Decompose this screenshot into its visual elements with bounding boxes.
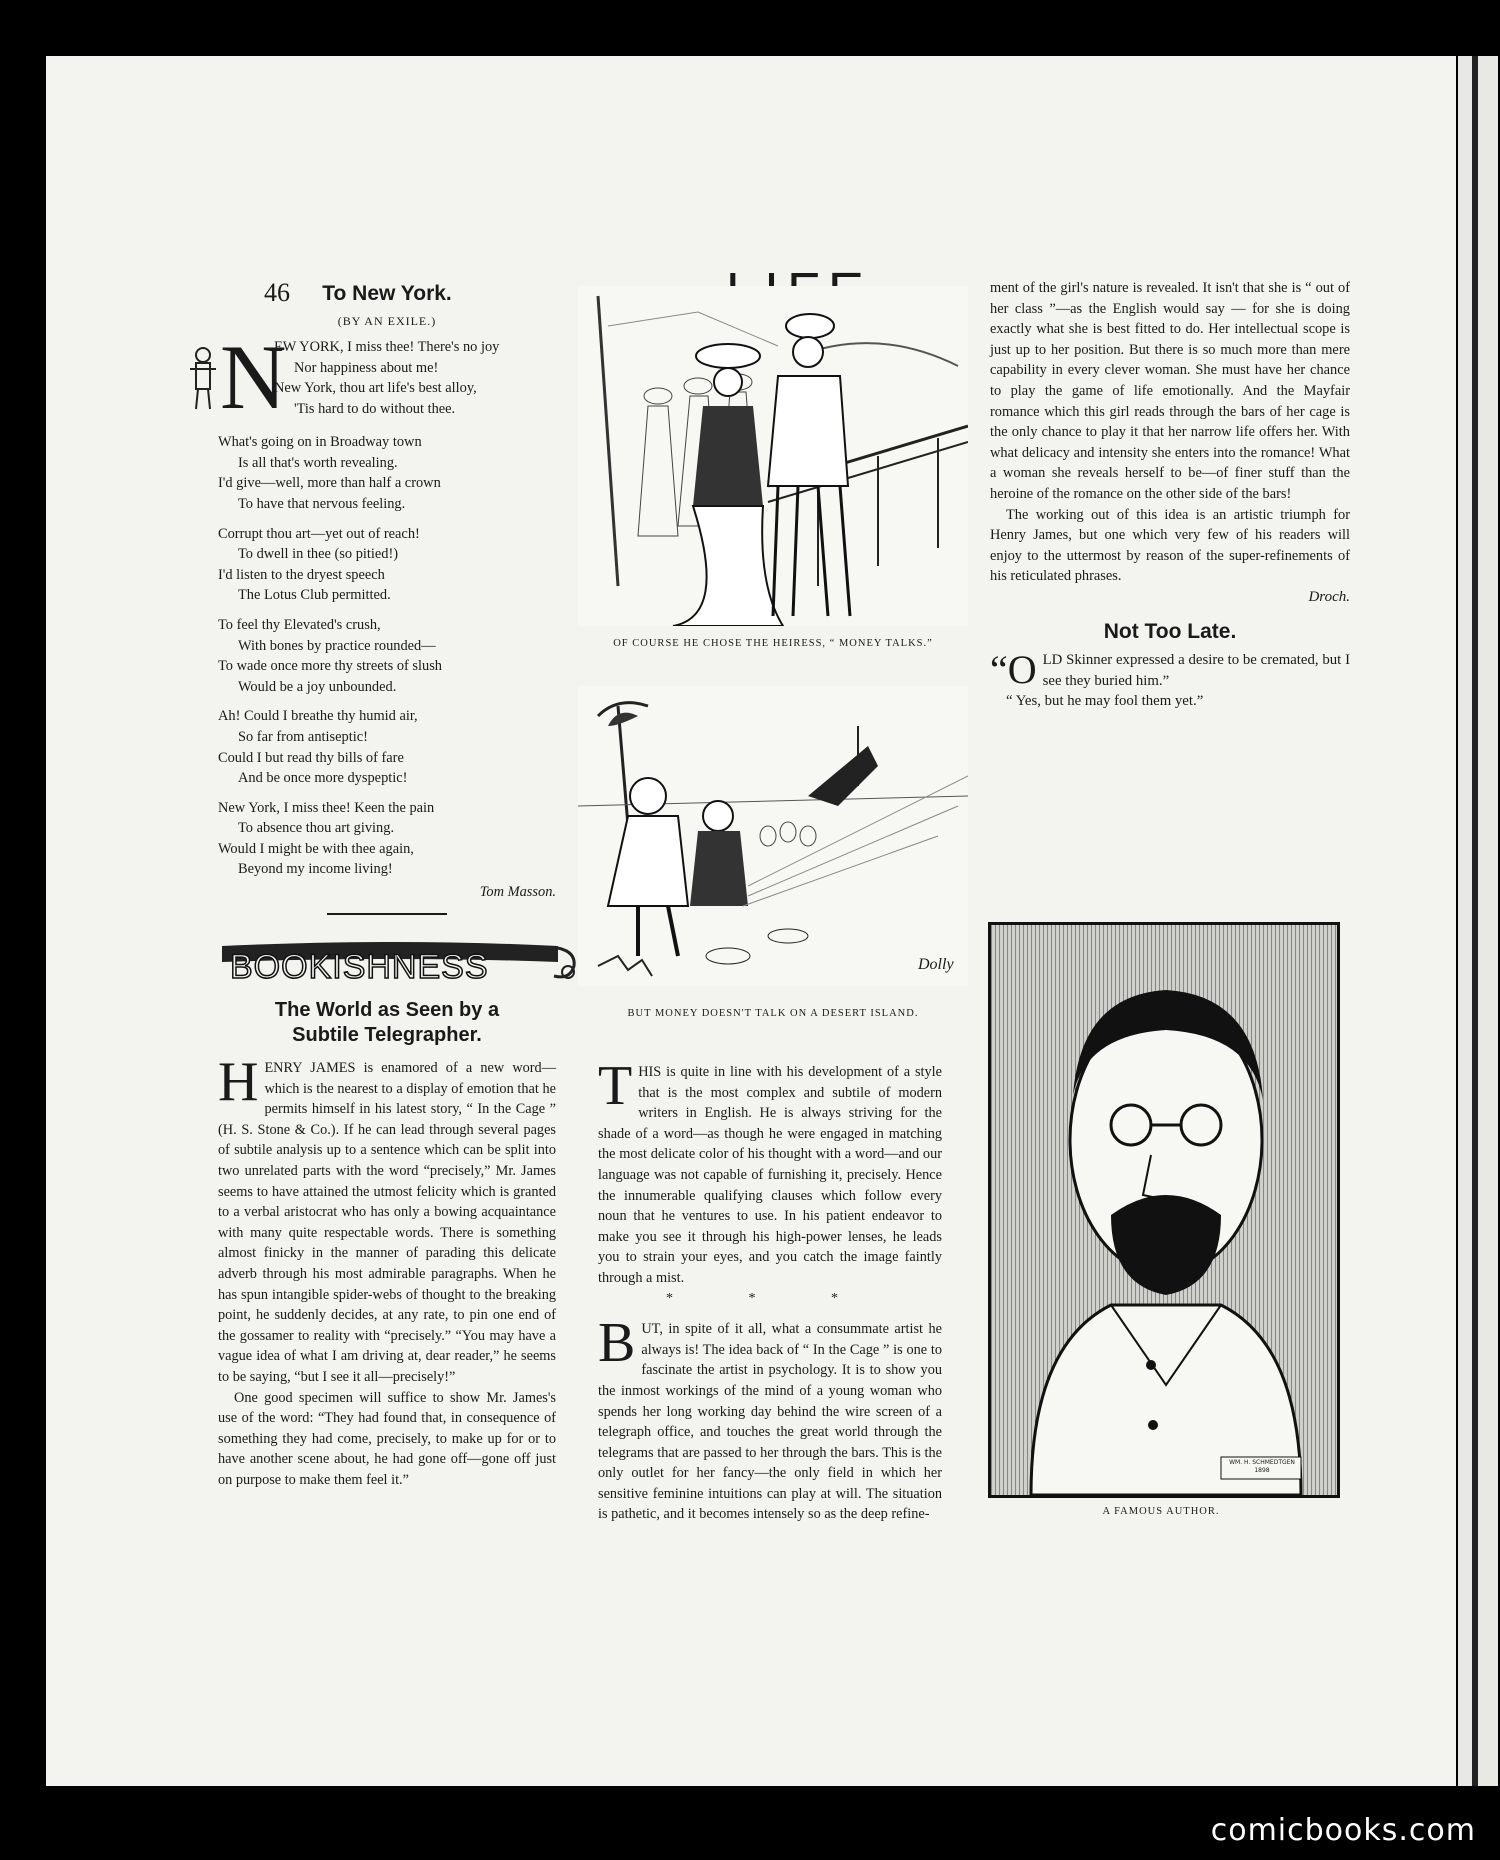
- poem-line: With bones by practice rounded—: [238, 637, 436, 654]
- not-too-late-dropcap: “O: [990, 647, 1037, 693]
- poem-stanza-4: [218, 615, 556, 697]
- portrait-artist-signature: WM. H. SCHMEDTGEN 1898: [1229, 1459, 1295, 1474]
- magazine-page: [46, 56, 1456, 1786]
- poem-stanza-6: [218, 798, 556, 880]
- poem-line: The Lotus Club permitted.: [238, 587, 391, 604]
- poem-line: I'd give—well, more than half a crown: [218, 475, 441, 492]
- not-too-late-title: Not Too Late.: [1103, 619, 1237, 643]
- poem-line: Would I might be with thee again,: [218, 840, 414, 857]
- poem-stanza-2: [218, 432, 556, 514]
- poem-line: Corrupt thou art—yet out of reach!: [218, 525, 420, 542]
- poem-line: I'd listen to the dryest speech: [218, 566, 385, 583]
- article-title-line-2: Subtile Telegrapher.: [292, 1024, 482, 1046]
- poem-line: EW YORK, I miss thee! There's no joy: [274, 339, 500, 356]
- poem-line: What's going on in Broadway town: [218, 434, 422, 451]
- poem-dropcap: N: [220, 326, 287, 429]
- cartoon-artist-signature: Dolly: [918, 956, 954, 973]
- not-too-late-paragraph-2: “ Yes, but he may fool them yet.”: [1006, 693, 1204, 710]
- article-title: [218, 998, 556, 1048]
- poem-line: Beyond my income living!: [238, 861, 393, 878]
- right-column-text: [990, 278, 1350, 712]
- article-paragraph-1-text: ENRY JAMES is enamored of a new word—which is the nearest to a display of emotion that he permits himself in his latest story, “ In the Cage ” (H. S. Stone & Co.). If he can lead through several pages of subtile analysis up to a sentence which can be split into two unrelated parts with the word “precisely,” Mr. James seems to have attained the utmost felicity which is granted to a verbal aristocrat who has only a bowing acquaintance with many quite respectable words. There is something almost finicky in the manner of parading this delicate adverb through his most admirable paragraphs. When he has spun intangible spider-webs of thought to the breaking point, he suddenly decides, at any rate, to pin one end of the gossamer to reality with “precisely.” “You may have a vague idea of what I am driving at, dear reader,” he seems to be saying, “but I see it all—precisely!”: [218, 1060, 556, 1385]
- middle-dropcap-1: T: [598, 1055, 633, 1117]
- middle-paragraph-1: [598, 1055, 942, 1289]
- right-paragraph-1: ment of the girl's nature is revealed. It isn't that she is “ out of her class ”—as the English would say — for she is doing exactly what she is best fitted to do. Her intellectual scope is just up to her position. But there is so much more than mere capability in every clever woman. She must have her chance to play the game of life emotionally. And the Mayfair romance which this girl reads through the bars of her cage is the only chance to play it that her narrow life offers her. With what delicacy and intensity she enters into the romance! What a woman she reveals herself to be—of finer stuff than the heroine of the romance on the other side of the bars!: [990, 280, 1350, 502]
- article-paragraph-2: One good specimen will suffice to show Mr. James's use of the word: “They had found that, in consequence of something they had come, precisely, to make up for or to have another scene about, he had gone off—gone off just on purpose to make them feel it.”: [218, 1389, 556, 1488]
- poem-line: Is all that's worth revealing.: [238, 454, 398, 471]
- not-too-late-paragraph-1: [990, 647, 1350, 693]
- adjacent-page-edge: [1458, 56, 1498, 1786]
- page-edge-line: [1472, 56, 1478, 1786]
- poem-line: 'Tis hard to do without thee.: [294, 400, 456, 417]
- portrait-caption: A FAMOUS AUTHOR.: [1102, 1506, 1220, 1517]
- article-dropcap: H: [218, 1051, 259, 1113]
- poem-stanza-5: [218, 706, 556, 788]
- right-column-signature: Droch.: [1308, 588, 1350, 605]
- poem-line: New York, I miss thee! Keen the pain: [218, 799, 435, 816]
- poem-line: And be once more dyspeptic!: [238, 770, 408, 787]
- not-too-late-paragraph-1-text: LD Skinner expressed a desire to be cremated, but I see they buried him.”: [1042, 652, 1350, 689]
- bookishness-title: BOOKISHNESS: [230, 948, 489, 986]
- poem-signature: Tom Masson.: [479, 884, 556, 901]
- poem-stanza-1-lines: [274, 337, 499, 419]
- author-portrait-illustration: [991, 925, 1337, 1495]
- middle-paragraph-2-text: UT, in spite of it all, what a consummate artist he always is! The idea back of “ In the Cage ” is one to fascinate the artist in psychology. It is to show you the inmost workings of the mind of a young woman who spends her long working day behind the wire screen of a telegraph office, and touches the great world through the telegrams that are passed to her through the bars. This is the only outlet for her fancy—the only field in which her sensitive feminine intuitions can play at will. The situation is pathetic, and it becomes intensely so as the deep refine-: [598, 1321, 942, 1523]
- poem-line: To have that nervous feeling.: [238, 495, 406, 512]
- figure-with-scales-icon: [188, 345, 218, 415]
- poem-byline: (BY AN EXILE.): [337, 313, 437, 328]
- right-paragraph-2: The working out of this idea is an artistic triumph for Henry James, but one which very few of his readers will enjoy to the uttermost by reason of the super-refinements of his reticulated phrases.: [990, 506, 1350, 585]
- middle-column-text: [598, 1055, 942, 1525]
- poem-line: Would be a joy unbounded.: [238, 678, 397, 695]
- poem-line: Could I but read thy bills of fare: [218, 749, 404, 766]
- divider-rule: [327, 913, 447, 915]
- ship-deck-illustration: [578, 286, 968, 626]
- article-title-line-1: The World as Seen by a: [274, 999, 500, 1021]
- cartoon-2-caption: BUT MONEY DOESN'T TALK ON A DESERT ISLAND.: [627, 1008, 919, 1019]
- poem-section: [218, 284, 556, 915]
- article-paragraph-1: [218, 1051, 556, 1388]
- poem-line: To dwell in thee (so pitied!): [238, 546, 399, 563]
- middle-dropcap-2: B: [598, 1312, 636, 1375]
- bookishness-article: [218, 998, 556, 1490]
- cartoon-1-caption: OF COURSE HE CHOSE THE HEIRESS, “ MONEY TALKS.”: [613, 638, 933, 649]
- poem-stanza-3: [218, 524, 556, 606]
- bookishness-banner: [218, 936, 590, 988]
- page-number: 46: [264, 278, 290, 307]
- middle-paragraph-2: [598, 1312, 942, 1525]
- poem-line: So far from antiseptic!: [238, 728, 368, 745]
- poem-line: Ah! Could I breathe thy humid air,: [218, 708, 418, 725]
- section-break-stars: * * *: [666, 1290, 874, 1306]
- site-watermark: comicbooks.com: [1210, 1813, 1476, 1848]
- poem-line: Nor happiness about me!: [294, 359, 439, 376]
- poem-line: To feel thy Elevated's crush,: [218, 616, 381, 633]
- poem-title: To New York.: [322, 282, 452, 305]
- middle-paragraph-1-text: HIS is quite in line with his development of a style that is the most complex and subtile of modern writers in English. He is always striving for the shade of a word—as though he were engaged in matching the most delicate color of his thought with a word—and our language was not capable of furnishing it, precisely. Hence the innumerable qualifying clauses which follow every noun that he ventures to use. In his patient endeavor to make you see it through his high-power lenses, he leads you to strain your eyes, and you catch the image faintly through a mist.: [598, 1064, 942, 1286]
- cartoon-ship-deck: [578, 286, 968, 660]
- poem-line: To absence thou art giving.: [238, 820, 395, 837]
- desert-island-illustration: [578, 686, 968, 986]
- portrait-frame: [988, 922, 1340, 1498]
- poem-stanza-1: [218, 326, 556, 429]
- poem-line: To wade once more thy streets of slush: [218, 658, 442, 675]
- poem-line: New York, thou art life's best alloy,: [274, 380, 477, 397]
- cartoon-desert-island: [578, 686, 968, 1026]
